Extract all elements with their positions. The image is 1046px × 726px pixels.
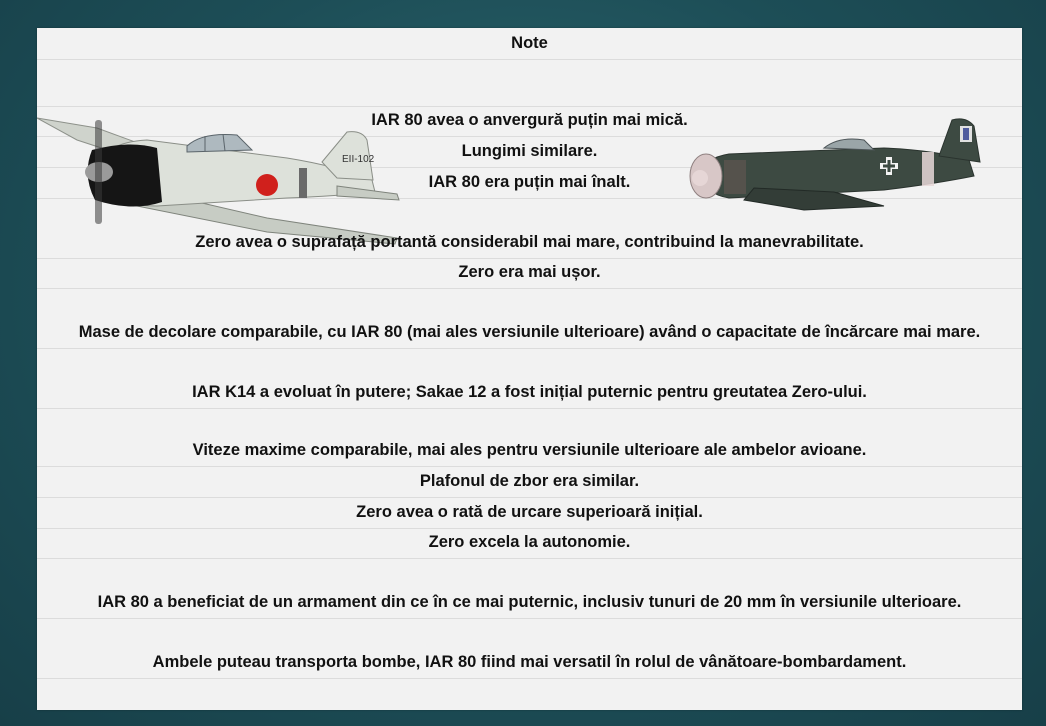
table-row: Ambele puteau transporta bombe, IAR 80 fiind mai versatil în rolul de vânătoare-bombardament. [37, 619, 1022, 679]
table-row [37, 349, 1022, 409]
row-engine [186, 381, 873, 408]
iar80-airplane-image [684, 112, 984, 216]
table-row: Zero era mai ușor. [37, 259, 1022, 289]
table-row: Viteze maxime comparabile, mai ales pentru versiunile ulterioare ale ambelor avioane. [37, 409, 1022, 467]
table-row: Zero excela la autonomie. [37, 529, 1022, 559]
table-row: IAR 80 era puțin mai înalt. [37, 168, 1022, 199]
table-row: Plafonul de zbor era similar. [37, 467, 1022, 498]
table-row: IAR 80 a beneficiat de un armament din ce în ce mai puternic, inclusiv tunuri de 20 mm în versiunile ulterioare. [37, 559, 1022, 619]
table-row: Zero avea o suprafață portantă considerabil mai mare, contribuind la manevrabilitate. [37, 199, 1022, 259]
table-row: Mase de decolare comparabile, cu IAR 80 (mai ales versiunile ulterioare) având o capacitate de încărcare mai mare. [37, 289, 1022, 349]
table-row: Zero avea o rată de urcare superioară inițial. [37, 498, 1022, 529]
engine-row-text: IAR K14 a evoluat în putere; Sakae 12 a fost inițial puternic pentru greutatea Zero-ului. [192, 383, 867, 401]
header-note: Note [511, 34, 548, 52]
table-row: Lungimi similare. [37, 137, 1022, 168]
tail-code: EII-102 [342, 154, 375, 165]
table-header [37, 28, 1022, 60]
table-row: IAR 80 avea o anvergură puțin mai mică. [37, 107, 1022, 137]
table-row [37, 60, 1022, 107]
table-row [37, 679, 1022, 710]
zero-airplane-image [37, 110, 407, 250]
